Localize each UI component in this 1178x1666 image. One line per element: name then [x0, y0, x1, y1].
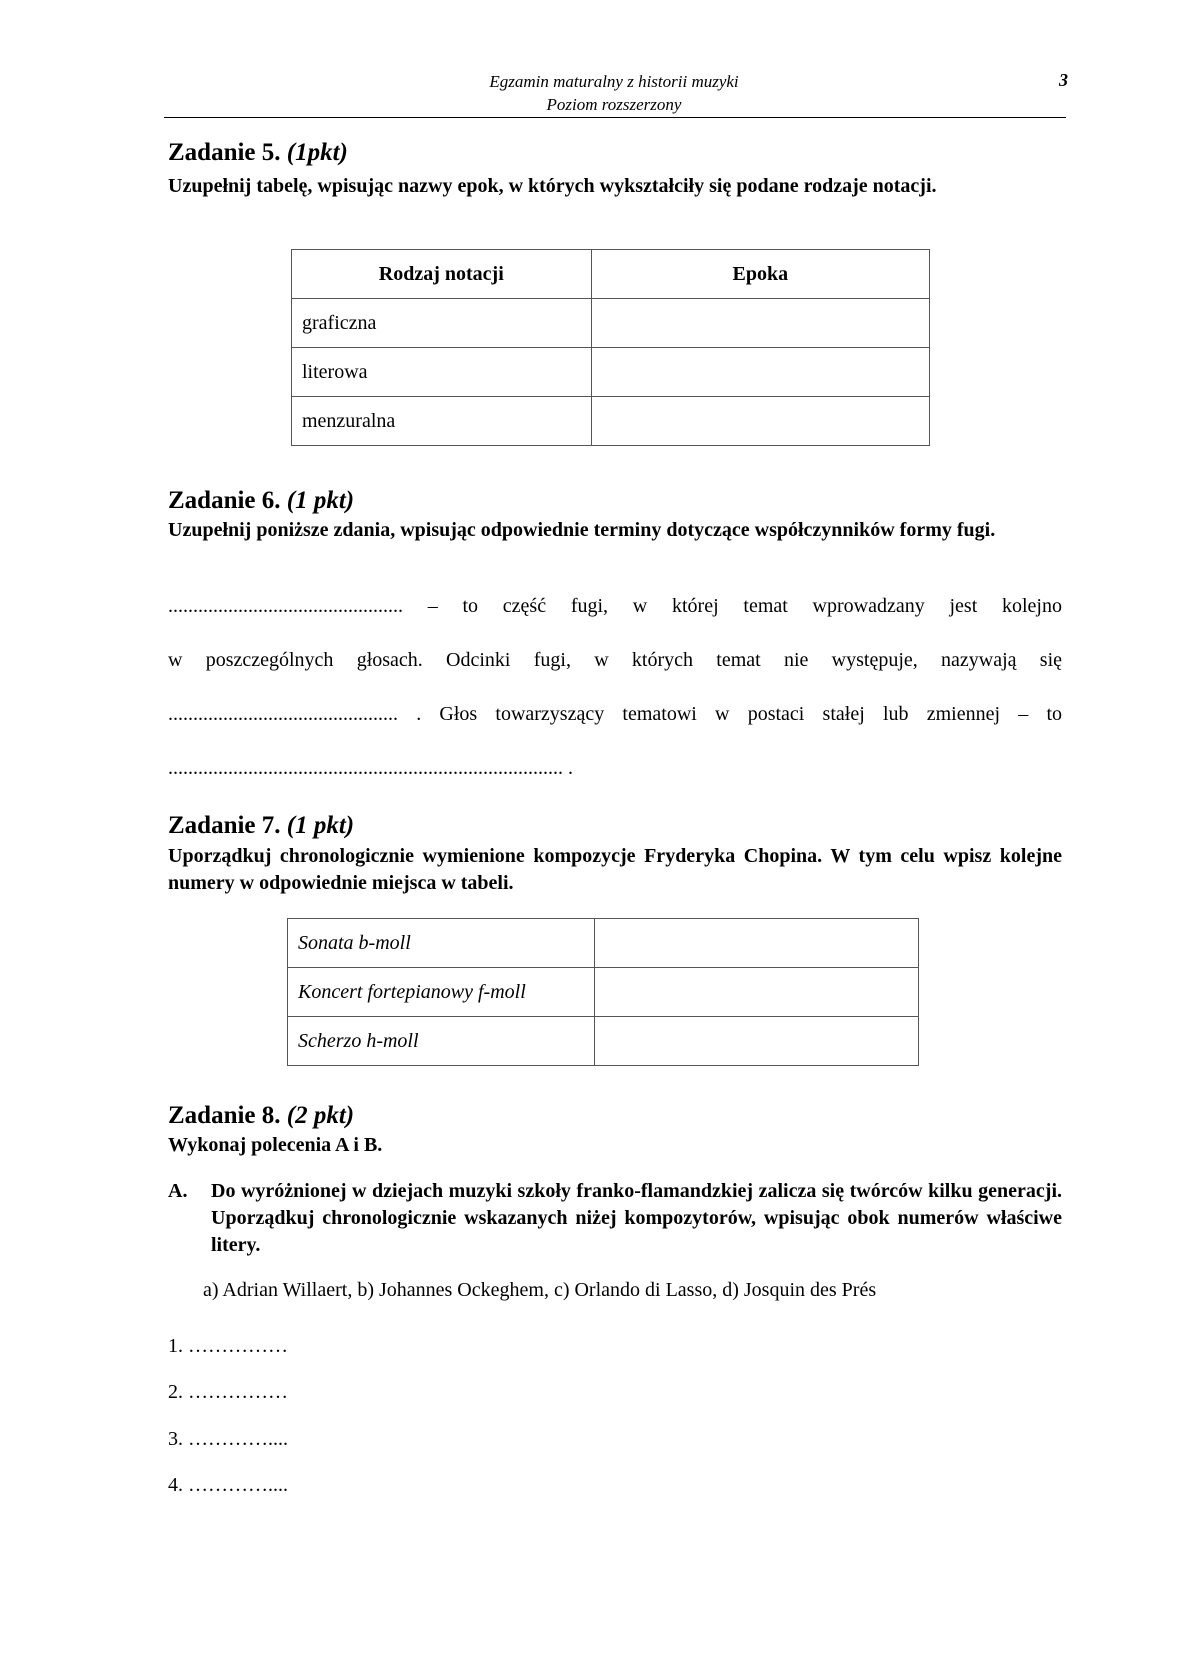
task7-points: (1 pkt) [286, 812, 355, 839]
task5-header-notation: Rodzaj notacji [292, 250, 592, 299]
task5-points: (1pkt) [286, 139, 348, 166]
task6-fill-line-1[interactable]: ............................................... – to część fugi, w której temat wprowadzany jest kolejno [168, 595, 1062, 617]
task5-table-header-row [292, 250, 930, 299]
task5-notation-cell: graficzna [292, 299, 592, 348]
page-header [164, 70, 1064, 116]
task5-label: Zadanie 5. [168, 139, 281, 166]
header-title: Egzamin maturalny z historii muzyki [489, 72, 739, 91]
task7-composition-cell: Sonata b-moll [288, 919, 595, 968]
table-row [288, 1017, 919, 1066]
task8-answer-line-3[interactable]: 3. ………….... [168, 1428, 288, 1450]
task5-notation-cell: menzuralna [292, 397, 592, 446]
task7-instruction: Uporządkuj chronologicznie wymienione kompozycje Fryderyka Chopina. W tym celu wpisz kolejne numery w odpowiednie miejsca w tabeli. [168, 845, 1062, 894]
task7-title [168, 811, 354, 841]
task7-table [287, 918, 919, 1066]
task6-fill-line-2: w poszczególnych głosach. Odcinki fugi, w których temat nie występuje, nazywają się [168, 649, 1062, 671]
task6-title [168, 486, 354, 516]
task5-epoch-answer-cell[interactable] [591, 397, 929, 446]
header-subtitle: Poziom rozszerzony [546, 95, 682, 114]
task8-label: Zadanie 8. [168, 1102, 281, 1129]
page-number: 3 [1059, 70, 1068, 90]
task8-title [168, 1101, 354, 1131]
task8-answer-line-2[interactable]: 2. …………… [168, 1381, 288, 1403]
task8-answer-line-1[interactable]: 1. …………… [168, 1335, 288, 1357]
task7-composition-cell: Scherzo h-moll [288, 1017, 595, 1066]
task7-order-answer-cell[interactable] [594, 1017, 918, 1066]
table-row [292, 299, 930, 348]
table-row [288, 968, 919, 1017]
task8-composer-options: a) Adrian Willaert, b) Johannes Ockeghem, c) Orlando di Lasso, d) Josquin des Prés [203, 1279, 877, 1301]
task7-label: Zadanie 7. [168, 812, 281, 839]
task6-fill-line-3[interactable]: .............................................. . Głos towarzyszący tematowi w postaci stałej lub zmiennej – to [168, 703, 1062, 725]
task5-instruction: Uzupełnij tabelę, wpisując nazwy epok, w których wykształciły się podane rodzaje notacji. [168, 175, 937, 197]
header-divider [164, 117, 1066, 118]
task6-points: (1 pkt) [286, 487, 355, 514]
task8-part-a-text: Do wyróżnionej w dziejach muzyki szkoły franko-flamandzkiej zalicza się twórców kilku generacji. Uporządkuj chronologicznie wskazanych niżej kompozytorów, wpisując obok numerów właściwe litery. [211, 1180, 1062, 1256]
task8-part-a-letter: A. [168, 1180, 188, 1202]
task5-table [291, 249, 930, 446]
task6-fill-line-4[interactable]: ............................................................................... . [168, 757, 573, 779]
task6-instruction: Uzupełnij poniższe zdania, wpisując odpowiednie terminy dotyczące współczynników formy fugi. [168, 519, 996, 541]
task5-header-epoch: Epoka [591, 250, 929, 299]
task5-epoch-answer-cell[interactable] [591, 348, 929, 397]
task7-order-answer-cell[interactable] [594, 919, 918, 968]
task6-label: Zadanie 6. [168, 487, 281, 514]
table-row [288, 919, 919, 968]
table-row [292, 397, 930, 446]
task7-order-answer-cell[interactable] [594, 968, 918, 1017]
task7-composition-cell: Koncert fortepianowy f-moll [288, 968, 595, 1017]
task5-epoch-answer-cell[interactable] [591, 299, 929, 348]
task8-points: (2 pkt) [286, 1102, 355, 1129]
table-row [292, 348, 930, 397]
task8-part-a [168, 1178, 1062, 1259]
task5-title [168, 138, 348, 168]
task5-notation-cell: literowa [292, 348, 592, 397]
task8-instruction: Wykonaj polecenia A i B. [168, 1134, 383, 1156]
task8-answer-line-4[interactable]: 4. ………….... [168, 1474, 288, 1496]
